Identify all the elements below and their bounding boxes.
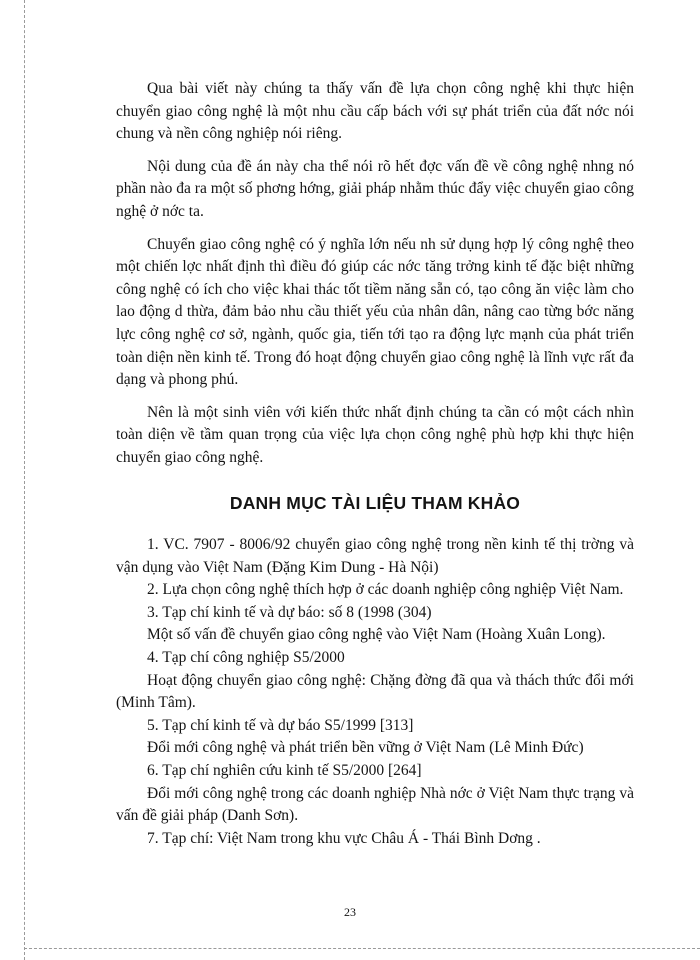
conclusion-paragraph-4: Nên là một sinh viên với kiến thức nhất định chúng ta cần có một cách nhìn toàn diện về tầm quan trọng của việc lựa chọn công nghệ phù hợp khi thực hiện chuyển giao công nghệ.: [116, 403, 634, 466]
page-content: [116, 78, 634, 850]
conclusion-paragraph-2: Nội dung của đề án này cha thể nói rõ hết đợc vấn đề về công nghệ nhng nó phần nào đa ra một số phơng hớng, giải pháp nhằm thúc đẩy việc chuyển giao công nghệ ở nớc ta.: [116, 157, 634, 220]
reference-item: 4. Tạp chí công nghiệp S5/2000: [147, 649, 345, 667]
conclusion-paragraph-1: Qua bài viết này chúng ta thấy vấn đề lựa chọn công nghệ khi thực hiện chuyển giao công nghệ là một nhu cầu cấp bách với sự phát triển của đất nớc nói chung và nền công nghiệp nói riêng.: [116, 80, 634, 143]
reference-item: 7. Tạp chí: Việt Nam trong khu vực Châu Á - Thái Bình Dơng .: [147, 829, 541, 847]
reference-item: 5. Tạp chí kinh tế và dự báo S5/1999 [313]: [147, 716, 414, 734]
reference-item-detail: Đổi mới công nghệ trong các doanh nghiệp Nhà nớc ở Việt Nam thực trạng và vấn đề giải pháp (Danh Sơn).: [116, 784, 634, 825]
reference-item-detail: Một số vấn đề chuyển giao công nghệ vào Việt Nam (Hoàng Xuân Long).: [147, 626, 606, 644]
reference-item-detail: Hoạt động chuyển giao công nghệ: Chặng đờng đã qua và thách thức đổi mới (Minh Tâm).: [116, 671, 634, 712]
page-number: 23: [344, 905, 356, 919]
page-border-left: [24, 0, 25, 960]
references-heading: DANH MỤC TÀI LIỆU THAM KHẢO: [229, 492, 521, 513]
conclusion-paragraph-3: Chuyển giao công nghệ có ý nghĩa lớn nếu nh sử dụng hợp lý công nghệ theo một chiến lợc nhất định thì điều đó giúp các nớc tăng trởng kinh tế đặc biệt những công nghệ có ích cho việc khai thác tốt tiềm năng sẵn có, tạo công ăn việc làm cho lao động d thừa, đảm bảo nhu cầu thiết yếu của nhân dân, nâng cao từng bớc năng lực công nghệ cơ sở, ngành, quốc gia, tiến tới tạo ra động lực mạnh của phát triển toàn diện nền kinh tế. Trong đó hoạt động chuyển giao công nghệ là lĩnh vực rất đa dạng và phong phú.: [116, 235, 634, 389]
reference-item: 3. Tạp chí kinh tế và dự báo: số 8 (1998 (304): [147, 603, 432, 621]
reference-item: 2. Lựa chọn công nghệ thích hợp ở các doanh nghiệp công nghiệp Việt Nam.: [147, 581, 624, 599]
reference-item: 6. Tạp chí nghiên cứu kinh tế S5/2000 [264]: [147, 762, 422, 780]
page-border-bottom: [24, 948, 700, 949]
reference-item-detail: Đổi mới công nghệ và phát triển bền vững ở Việt Nam (Lê Minh Đức): [147, 739, 584, 757]
reference-item: 1. VC. 7907 - 8006/92 chuyển giao công nghệ trong nền kinh tế thị trờng và vận dụng vào Việt Nam (Đặng Kim Dung - Hà Nội): [116, 536, 634, 576]
references-list: [116, 534, 634, 850]
